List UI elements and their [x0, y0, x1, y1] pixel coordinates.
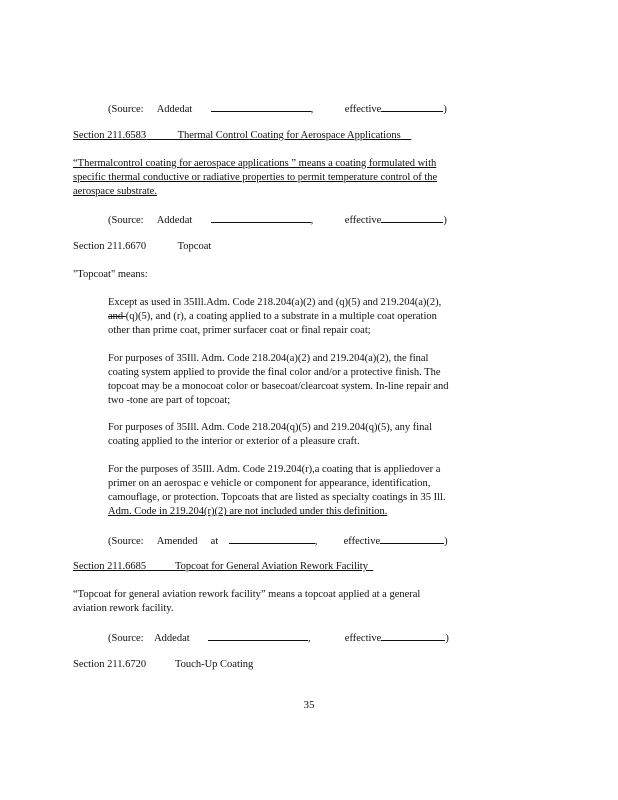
section-title: Topcoat for General Aviation Rework Facility	[174, 561, 368, 572]
topcoat-item-3	[108, 421, 498, 449]
topcoat-item-1	[108, 296, 498, 338]
source-label: (Source:	[108, 215, 144, 226]
section-title: Touch-Up Coating	[174, 659, 254, 670]
definition-line: specific thermal conductive or radiative properties to permit temperature control of the	[73, 172, 438, 183]
item-line: Except as used in 35Ill.Adm. Code 218.204(a)(2) and (q)(5) and 219.204(a)(2),	[108, 297, 442, 308]
item-line: two -tone are part of topcoat;	[108, 395, 231, 406]
section-heading-6685	[73, 560, 373, 573]
source-added-word: Addedat	[154, 633, 190, 644]
definition-line: aerospace substrate.	[73, 186, 157, 197]
date-blank	[211, 212, 311, 223]
section-number: Section 211.6685	[73, 561, 147, 572]
source-note-amended: (Source: Amended at , effective )	[108, 533, 448, 548]
item-line: and (q)(5), and (r), a coating applied to a substrate in a multiple coat operation	[108, 311, 437, 322]
item-line: For the purposes of 35Ill. Adm. Code 219.204(r),a coating that is appliedover a	[108, 464, 441, 475]
item-line: coating applied to the interior or exterior of a pleasure craft.	[108, 436, 360, 447]
section-title: Topcoat	[177, 241, 212, 252]
section-heading-6583	[73, 129, 411, 142]
topcoat-item-4	[108, 463, 500, 519]
section-heading-6670	[73, 240, 211, 253]
definition-line: aviation rework facility.	[73, 603, 174, 614]
date-blank	[208, 630, 308, 641]
effective-blank	[381, 101, 443, 112]
section-number: Section 211.6720	[73, 659, 147, 670]
source-label: (Source:	[108, 104, 144, 115]
source-note: (Source: Addedat , effective )	[108, 630, 449, 645]
item-line: topcoat may be a monocoat color or basecoat/clearcoat system. In-line repair and	[108, 381, 449, 392]
effective-blank	[381, 212, 443, 223]
topcoat-means: "Topcoat" means:	[73, 269, 148, 280]
effective-label: effective	[344, 215, 382, 226]
item-line: primer on an aerospac e vehicle or component for appearance, identification,	[108, 478, 431, 489]
source-note: (Source: Addedat , effective )	[108, 101, 447, 116]
item-line: coating system applied to provide the final color and/or a protective finish. The	[108, 367, 441, 378]
item-line: For purposes of 35Ill. Adm. Code 218.204(q)(5) and 219.204(q)(5), any final	[108, 422, 432, 433]
date-blank	[229, 533, 315, 544]
source-label: (Source:	[108, 536, 144, 547]
source-note: (Source: Addedat , effective )	[108, 212, 447, 227]
effective-blank	[380, 533, 444, 544]
item-line: Adm. Code in 219.204(r)(2) are not included under this definition.	[108, 506, 388, 517]
effective-label: effective	[344, 633, 382, 644]
section-title: Thermal Control Coating for Aerospace Applications	[177, 130, 401, 141]
struck-text: and	[108, 311, 126, 322]
section-number: Section 211.6583	[73, 130, 147, 141]
topcoat-item-2	[108, 352, 498, 408]
source-amended-word: Amended	[156, 536, 198, 547]
source-added-word: Addedat	[156, 215, 193, 226]
effective-blank	[381, 630, 445, 641]
definition-thermal-control	[73, 157, 493, 199]
source-label: (Source:	[108, 633, 144, 644]
definition-line: “Thermalcontrol coating for aerospace applications ” means a coating formulated with	[73, 158, 437, 169]
definition-general-aviation	[73, 588, 468, 616]
effective-label: effective	[343, 536, 381, 547]
source-added-word: Addedat	[156, 104, 193, 115]
definition-line: “Topcoat for general aviation rework facility” means a topcoat applied at a general	[73, 589, 421, 600]
item-line: camouflage, or protection. Topcoats that are listed as specialty coatings in 35 Ill.	[108, 492, 446, 503]
page-number: 35	[303, 699, 315, 711]
section-heading-6720	[73, 658, 253, 671]
date-blank	[211, 101, 311, 112]
item-line: other than prime coat, primer surfacer coat or final repair coat;	[108, 325, 371, 336]
item-line: For purposes of 35Ill. Adm. Code 218.204(a)(2) and 219.204(a)(2), the final	[108, 353, 429, 364]
section-number: Section 211.6670	[73, 241, 147, 252]
effective-label: effective	[344, 104, 382, 115]
